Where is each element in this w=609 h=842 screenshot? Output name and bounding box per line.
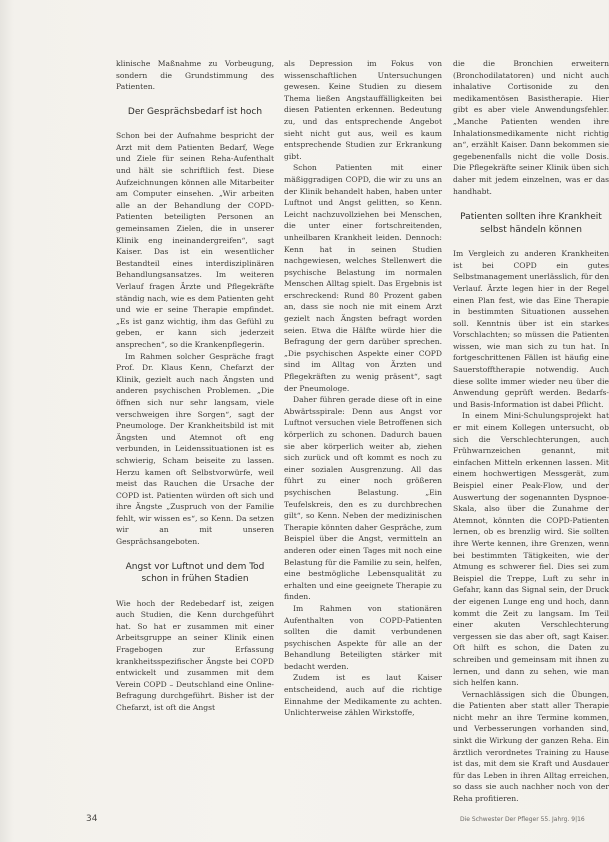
body-paragraph: Im Vergleich zu anderen Krankheiten ist bei COPD ein gutes Selbstmanagement unerlässlich, für den Verlauf. Ärzte legen hier in der Regel einen Plan fest, wie das Eine Therapie in bestimmten Situationen aussehen soll. Kenntnis über ist ein starkes Vorschlachten; so müssen die Patienten wissen, wie man sich zu tun hat. In fortgeschrittenen Fällen ist häufig eine Sauerstofftherapie notwendig. Auch diese sollte immer wieder neu über die Anwendung geprüft werden. Bedarfs- und Basis-Information ist dabei Pflicht. — [453, 249, 609, 409]
text-column-2 — [284, 58, 442, 798]
page-footer — [0, 814, 608, 830]
text-column-3 — [453, 58, 609, 804]
body-paragraph: Wie hoch der Redebedarf ist, zeigen auch Studien, die Kenn durchgeführt hat. So hat er zusammen mit einer Arbeitsgruppe an seiner Klinik einen Fragebogen zur Erfassung krankheitsspezifischer Ängste bei COPD entwickelt und zusammen mit dem Verein COPD – Deutschland eine Online-Befragung durchgeführt. Bisher ist der Chefarzt, ist oft die Angst — [116, 598, 274, 712]
section-heading: Angst vor Luftnot und dem Tod schon in frühen Stadien — [125, 561, 265, 585]
body-paragraph: klinische Maßnahme zu Vorbeugung, sondern die Grundstimmung des Patienten. — [116, 59, 274, 92]
body-paragraph: als Depression im Fokus von wissenschaftlichen Untersuchungen gewesen. Keine Studien zu diesem Thema ließen Angstauffälligkeiten bei diesen Patienten erkennen. Bedeutung zu, und das entsprechende Angebot sieht nicht gut aus, weil es kaum entsprechende Studien zur Erkrankung gibt. — [284, 59, 442, 161]
page-number: 34 — [86, 814, 98, 824]
body-paragraph: Im Rahmen solcher Gespräche fragt Prof. Dr. Klaus Kenn, Chefarzt der Klinik, gezielt auch nach Ängsten und anderen psychischen Problemen. „Die öffnen sich nur sehr langsam, viele verschweigen ihre Sorgen“, sagt der Pneumologe. Der Krankheitsbild ist mit Ängsten und Atemnot oft eng verbunden, in Leidenssituationen ist es schwierig, Scham beiseite zu lassen. Herzu kamen oft Selbstvorwürfe, weil meist das Rauchen die Ursache der COPD ist. Patienten würden oft sich und ihre Ängste „Zuspruch von der Familie fehlt, wir wissen es“, so Kenn. Da setzen wir an mit unseren Gesprächsangeboten. — [116, 351, 274, 547]
body-paragraph: die die Bronchien erweitern (Bronchodilatatoren) und nicht auch inhalative Cortisonide zu den medikamentösen Basistherapie. Hier gibt es aber viele Anwendungsfehler. „Manche Patienten wenden ihre Inhalationsmedikamente nicht richtig an“, erzählt Kaiser. Dann bekommen sie gegebenenfalls nicht die volle Dosis. Die Pflegekräfte seiner Klinik üben sich daher mit jedem einzelnen, was er das handhabt. — [453, 59, 609, 196]
body-paragraph: Daher führen gerade diese oft in eine Abwärtsspirale: Denn aus Angst vor Luftnot versuchen viele Betroffenen sich körperlich zu schonen. Dadurch bauen sie aber körperlich weiter ab, ziehen sich zurück und oft kommt es noch zu einer sozialen Ausgrenzung. All das führt zu einer noch größeren psychischen Belastung. „Ein Teufelskreis, den es zu durchbrechen gilt“, so Kenn. Neben der medizinischen Therapie könnten daher Gespräche, zum Beispiel über die Angst, vermitteln an anderen oder einen Tages mit noch eine Belastung für die Familie zu sein, helfen, eine bestmögliche Lebensqualität zu erhalten und eine geeignete Therapie zu finden. — [284, 395, 442, 602]
section-heading: Der Gesprächsbedarf ist hoch — [127, 106, 263, 117]
publication-source: Die Schwester Der Pfleger 55. Jahrg. 9|16 — [460, 816, 585, 823]
body-paragraph: Zudem ist es laut Kaiser entscheidend, auch auf die richtige Einnahme der Medikamente zu achten. Unlichterweise zählen Wirkstoffe, — [284, 673, 442, 718]
text-column-1 — [116, 58, 274, 798]
body-paragraph: Schon bei der Aufnahme bespricht der Arzt mit dem Patienten Bedarf, Wege und Ziele für seinen Reha-Aufenthalt und hält sie schriftlich fest. Diese Aufzeichnungen können alle Mitarbeiter am Computer einsehen. „Wir arbeiten alle an der Behandlung der COPD-Patienten beteiligten Personen an gemeinsamen Zielen, die in unserer Klinik eng ineinandergreifen“, sagt Kaiser. Das ist ein wesentlicher Bestandteil eines interdisziplinären Behandlungsansatzes. Im weiteren Verlauf fragen Ärzte und Pflegekräfte ständig nach, wie es dem Patienten geht und wie er seine Therapie empfindet. „Es ist ganz wichtig, ihm das Gefühl zu geben, er kann sich jederzeit ansprechen“, so die Krankenpflegerin. — [116, 131, 274, 349]
body-paragraph: In einem Mini-Schulungsprojekt hat er mit einem Kollegen untersucht, ob sich die Verschlechterungen, auch Frühwarnzeichen genannt, mit einfachen Mitteln erkennen lassen. Mit einem hochwertigen Messgerät, zum Beispiel einer Peak-Flow, und der Auswertung der sogenannten Dyspnoe-Skala, also über die Zunahme der Atemnot, könnten die COPD-Patienten lernen, ob es brenzlig wird. Sie sollten ihre Werte kennen, ihre Grenzen, wenn bei bestimmten Tätigkeiten, wie der Atmung es schwerer fiel. Dies sei zum Beispiel die Treppe, Luft zu sehr in Gefahr, kann das Signal sein, der Druck der eigenen Lunge eng und hoch, dann kommt die Zeit zu langsam. Im Teil einer akuten Verschlechterung vergessen sie das aber oft, sagt Kaiser. Oft hilft es schon, die Daten zu schreiben und gemeinsam mit ihnen zu lernen, und dann zu sehen, wie man sich helfen kann. — [453, 411, 609, 688]
body-paragraph: Schon Patienten mit einer mäßiggradigen COPD, die wir zu uns an der Klinik behandelt haben, haben unter Luftnot und Angst gelitten, so Kenn. Leicht nachzuvollziehen bei Menschen, die unter einer fortschreitenden, unheilbaren Krankheit leiden. Dennoch: Kenn hat in seinen Studien nachgewiesen, welches Stellenwert die psychische Belastung im normalen Menschen Alltag spielt. Das Ergebnis ist erschreckend: Rund 80 Prozent gaben an, dass sie noch nie mit einem Arzt gezielt nach Ängsten befragt worden seien. Etwa die Hälfte würde hier die Befragung der gern darüber sprechen. „Die psychischen Aspekte einer COPD sind im Alltag von Ärzten und Pflegekräften zu wenig präsent“, sagt der Pneumologe. — [284, 163, 442, 393]
section-heading: Patienten sollten ihre Krankheit selbst händeln können — [460, 212, 602, 235]
body-paragraph: Im Rahmen von stationären Aufenthalten von COPD-Patienten sollten die damit verbundenen psychischen Aspekte für alle an der Behandlung Beteiligten stärker mit bedacht werden. — [284, 603, 442, 671]
body-paragraph: Vernachlässigen sich die Übungen, die Patienten aber statt aller Therapie nicht mehr an ihre Termine kommen, und Verbesserungen vorhanden sind, sinkt die Wirkung der ganzen Reha. Ein ärztlich verordnetes Training zu Hause ist das, mit dem sie Kraft und Ausdauer für das Leben in ihren Alltag erreichen, so dass sie auch nachher noch von der Reha profitieren. — [453, 689, 609, 804]
